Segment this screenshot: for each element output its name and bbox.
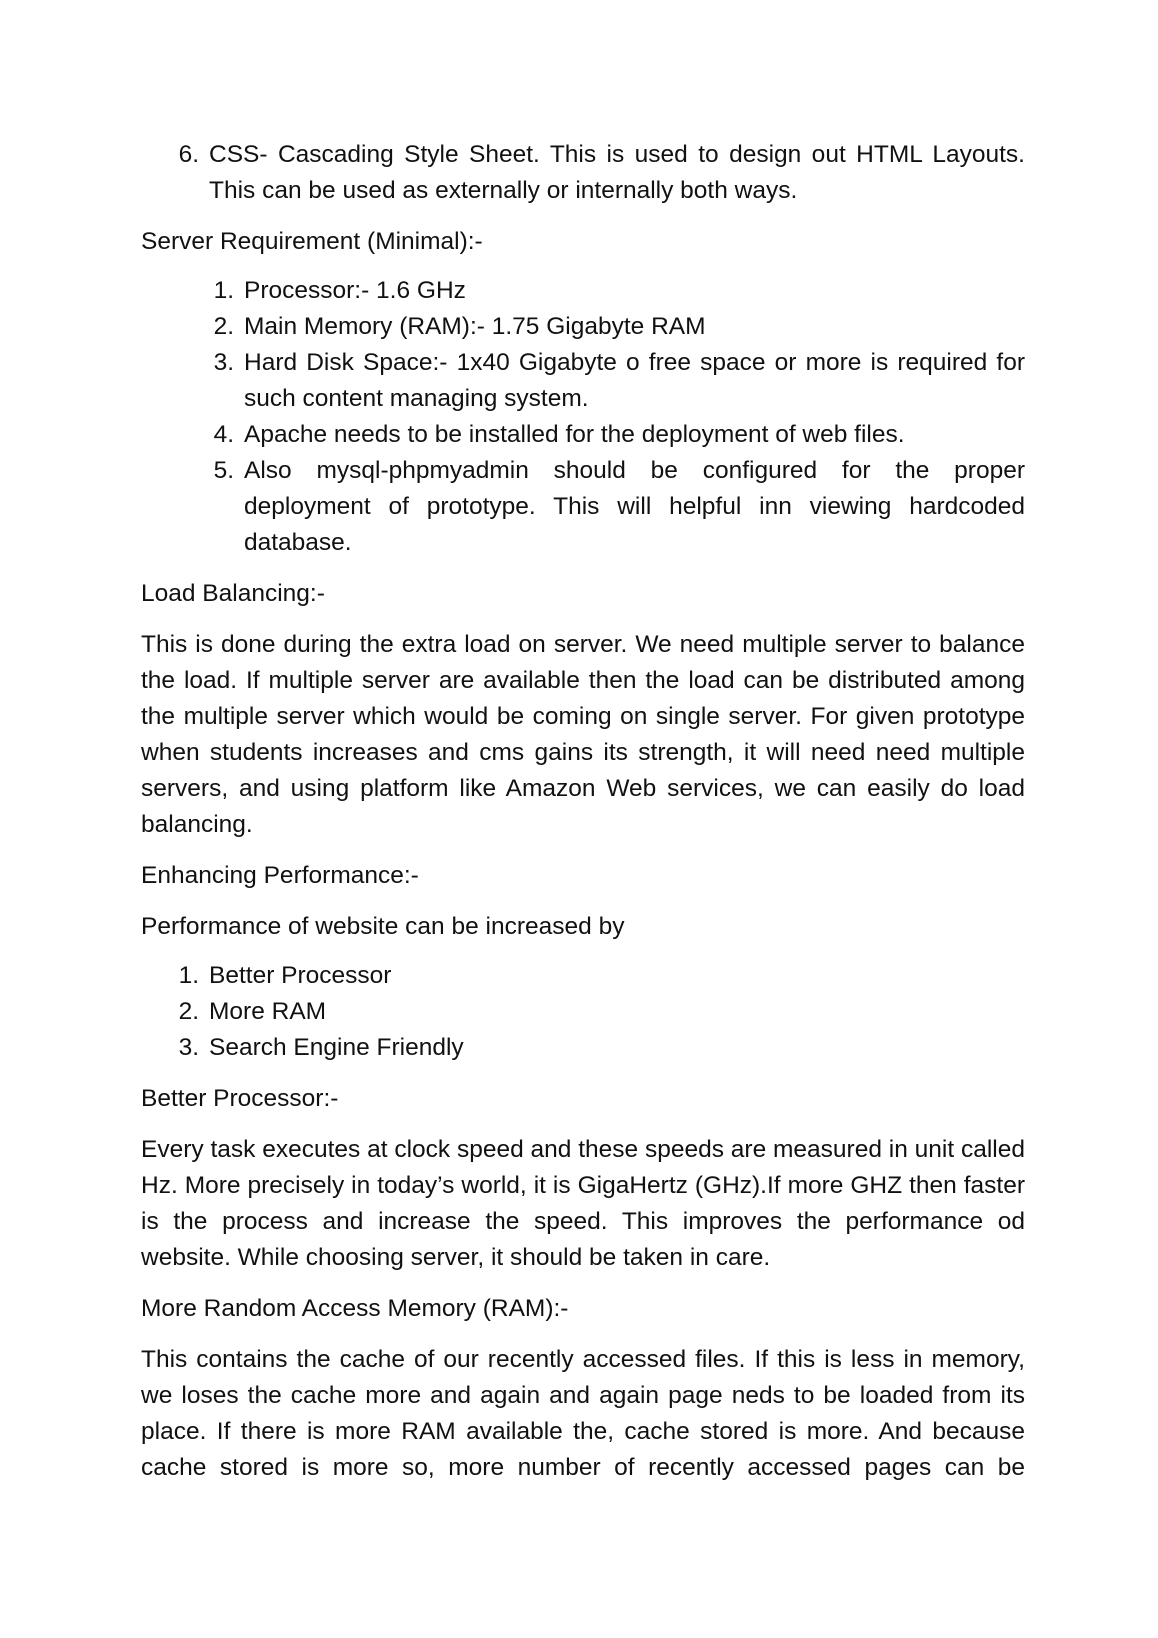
list-item bbox=[209, 453, 1025, 561]
enhancing-performance-intro: Performance of website can be increased by bbox=[141, 913, 625, 940]
list-item bbox=[174, 1030, 1025, 1066]
server-requirement-list bbox=[209, 273, 1025, 561]
list-number: 6. bbox=[178, 141, 199, 168]
list-item bbox=[209, 345, 1025, 417]
list-number: 2. bbox=[178, 998, 199, 1025]
performance-list bbox=[174, 958, 1025, 1066]
better-processor-heading: Better Processor:- bbox=[141, 1085, 339, 1112]
list-text: Main Memory (RAM):- 1.75 Gigabyte RAM bbox=[244, 313, 706, 340]
list-text: Better Processor bbox=[209, 962, 392, 989]
list-text: Apache needs to be installed for the deployment of web files. bbox=[244, 421, 905, 448]
list-number: 1. bbox=[178, 962, 199, 989]
list-number: 5. bbox=[213, 457, 234, 484]
list-number: 3. bbox=[213, 349, 234, 376]
server-requirement-heading: Server Requirement (Minimal):- bbox=[141, 228, 483, 255]
list-text: Also mysql-phpmyadmin should be configured for the proper deployment of prototype. This will helpful inn viewing hardcoded database. bbox=[244, 457, 1025, 556]
better-processor-paragraph: Every task executes at clock speed and these speeds are measured in unit called Hz. More precisely in today’s world, it is GigaHertz (GHz).If more GHZ then faster is the process and increase the speed. This improves the performance od website. While choosing server, it should be taken in care. bbox=[141, 1136, 1025, 1271]
list-number: 1. bbox=[213, 277, 234, 304]
list-item bbox=[209, 417, 1025, 453]
more-ram-heading: More Random Access Memory (RAM):- bbox=[141, 1295, 569, 1322]
list-number: 4. bbox=[213, 421, 234, 448]
more-ram-paragraph: This contains the cache of our recently accessed files. If this is less in memory, we loses the cache more and again and again page neds to be loaded from its place. If there is more RAM available the, cache stored is more. And because cache stored is more so, more number of recently accessed pages can be bbox=[141, 1346, 1025, 1481]
list-text: CSS- Cascading Style Sheet. This is used to design out HTML Layouts. This can be used as externally or internally both ways. bbox=[209, 141, 1025, 204]
list-item bbox=[174, 958, 1025, 994]
list-item bbox=[174, 994, 1025, 1030]
list-number: 2. bbox=[213, 313, 234, 340]
load-balancing-paragraph: This is done during the extra load on server. We need multiple server to balance the load. If multiple server are available then the load can be distributed among the multiple server which would be coming on single server. For given prototype when students increases and cms gains its strength, it will need need multiple servers, and using platform like Amazon Web services, we can easily do load balancing. bbox=[141, 631, 1025, 838]
load-balancing-heading: Load Balancing:- bbox=[141, 580, 325, 607]
list-item bbox=[209, 309, 1025, 345]
enhancing-performance-heading: Enhancing Performance:- bbox=[141, 862, 419, 889]
list-item-css bbox=[174, 137, 1025, 209]
list-number: 3. bbox=[178, 1034, 199, 1061]
list-text: Hard Disk Space:- 1x40 Gigabyte o free space or more is required for such content managing system. bbox=[244, 349, 1025, 412]
list-text: Search Engine Friendly bbox=[209, 1034, 464, 1061]
document-page bbox=[141, 137, 1025, 1486]
list-text: Processor:- 1.6 GHz bbox=[244, 277, 466, 304]
list-text: More RAM bbox=[209, 998, 327, 1025]
list-item bbox=[209, 273, 1025, 309]
